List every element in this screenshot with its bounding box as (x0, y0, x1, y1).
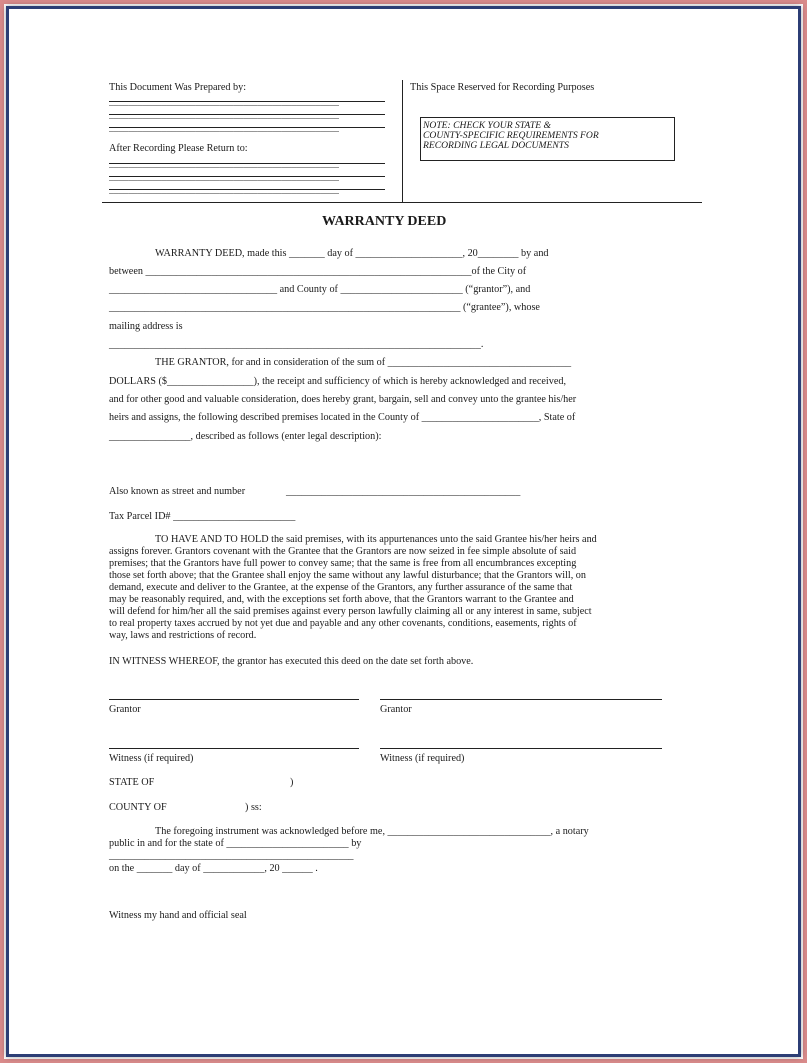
county-of-label: COUNTY OF (109, 802, 167, 813)
habendum-line-4: those set forth above; that the Grantee shall enjoy the same without any lawful disturbance; that the Grantors will, on (109, 570, 586, 581)
habendum-line-3: premises; that the Grantors have full power to convey same; that the same is free from all encumbrances excepting (109, 558, 577, 569)
state-of-label: STATE OF (109, 777, 155, 788)
habendum-line-7: will defend for him/her all the said premises against every person lawfully claiming all or any interest in same, subject (109, 606, 592, 617)
witness-signature-line-left (109, 748, 359, 749)
header-divider (402, 80, 403, 202)
habendum-line-9: way, laws and restrictions of record. (109, 630, 257, 641)
habendum-line-8: to real property taxes accrued by not yet due and payable and any other covenants, conditions, easements, rights of (109, 618, 577, 629)
habendum-line-5: demand, execute and deliver to the Grantee, at the expense of the Grantors, any further assurance of the same that (109, 582, 573, 593)
opening-line-1: WARRANTY DEED, made this _______ day of _____________________, 20________ by and (155, 248, 549, 259)
recording-label: This Space Reserved for Recording Purposes (410, 82, 595, 93)
acknowledgment-line-4: on the _______ day of ____________, 20 ______ . (109, 863, 318, 874)
return-to-lines-text-3: ________________________________________________ (109, 185, 340, 196)
habendum-line-6: may be reasonably required, and, with the exceptions set forth above, that the Grantors warrant to the Grantee and (109, 594, 574, 605)
opening-line-4: _____________________________________________________________________ (“grantee”), whose (109, 302, 540, 313)
grantor-line-1: THE GRANTOR, for and in consideration of the sum of ____________________________________ (155, 357, 572, 368)
state-of-paren: ) (290, 777, 294, 788)
county-ss: ) ss: (245, 802, 262, 813)
grantor-line-5: ________________, described as follows (enter legal description): (109, 431, 382, 442)
document-title: WARRANTY DEED (322, 214, 447, 229)
official-seal-line: Witness my hand and official seal (109, 910, 247, 921)
note-box (420, 117, 675, 161)
acknowledgment-line-2: public in and for the state of ________________________ by (109, 838, 362, 849)
return-to-label: After Recording Please Return to: (109, 143, 248, 154)
note-line-1: NOTE: CHECK YOUR STATE & (423, 120, 551, 131)
grantor-signature-line-right (380, 699, 662, 700)
witness-signature-line-right (380, 748, 662, 749)
grantor-line-3: and for other good and valuable consideration, does hereby grant, bargain, sell and convey unto the grantee his/her (109, 394, 577, 405)
witness-label-left: Witness (if required) (109, 753, 194, 764)
acknowledgment-line-1: The foregoing instrument was acknowledged before me, ________________________________, a notary (155, 826, 589, 837)
return-to-lines-text-2: ________________________________________________ (109, 172, 340, 183)
opening-line-5: mailing address is (109, 321, 183, 332)
header-rule (102, 202, 702, 203)
habendum-line-2: assigns forever. Grantors covenant with the Grantee that the Grantors are now seized in fee simple absolute of said (109, 546, 577, 557)
return-to-lines-text-1: ________________________________________________ (109, 159, 340, 170)
prepared-by-lines-text-3: ________________________________________________ (109, 123, 340, 134)
opening-line-6: _________________________________________________________________________. (109, 339, 484, 350)
prepared-by-label: This Document Was Prepared by: (109, 82, 247, 93)
prepared-by-lines-text-1: ________________________________________________ (109, 97, 340, 108)
opening-line-2: between ________________________________________________________________of the City of (109, 266, 527, 277)
street-blank: ______________________________________________ (286, 486, 521, 497)
note-line-3: RECORDING LEGAL DOCUMENTS (423, 140, 569, 151)
habendum-line-1: TO HAVE AND TO HOLD the said premises, with its appurtenances unto the said Grantee his/her heirs and (155, 534, 597, 545)
grantor-line-4: heirs and assigns, the following described premises located in the County of _______________________, State of (109, 412, 576, 423)
witness-clause: IN WITNESS WHEREOF, the grantor has executed this deed on the date set forth above. (109, 656, 474, 667)
prepared-by-lines-text-2: ________________________________________________ (109, 110, 340, 121)
note-line-2: COUNTY-SPECIFIC REQUIREMENTS FOR (423, 130, 599, 141)
grantor-signature-line-left (109, 699, 359, 700)
acknowledgment-line-3: ________________________________________________ (109, 850, 354, 861)
grantor-label-left: Grantor (109, 704, 141, 715)
opening-line-3: _________________________________ and County of ________________________ (“grantor”), and (109, 284, 531, 295)
grantor-line-2: DOLLARS ($_________________), the receipt and sufficiency of which is hereby acknowledged and received, (109, 376, 566, 387)
street-label: Also known as street and number (109, 486, 246, 497)
witness-label-right: Witness (if required) (380, 753, 465, 764)
tax-parcel-line: Tax Parcel ID# ________________________ (109, 511, 296, 522)
grantor-label-right: Grantor (380, 704, 412, 715)
